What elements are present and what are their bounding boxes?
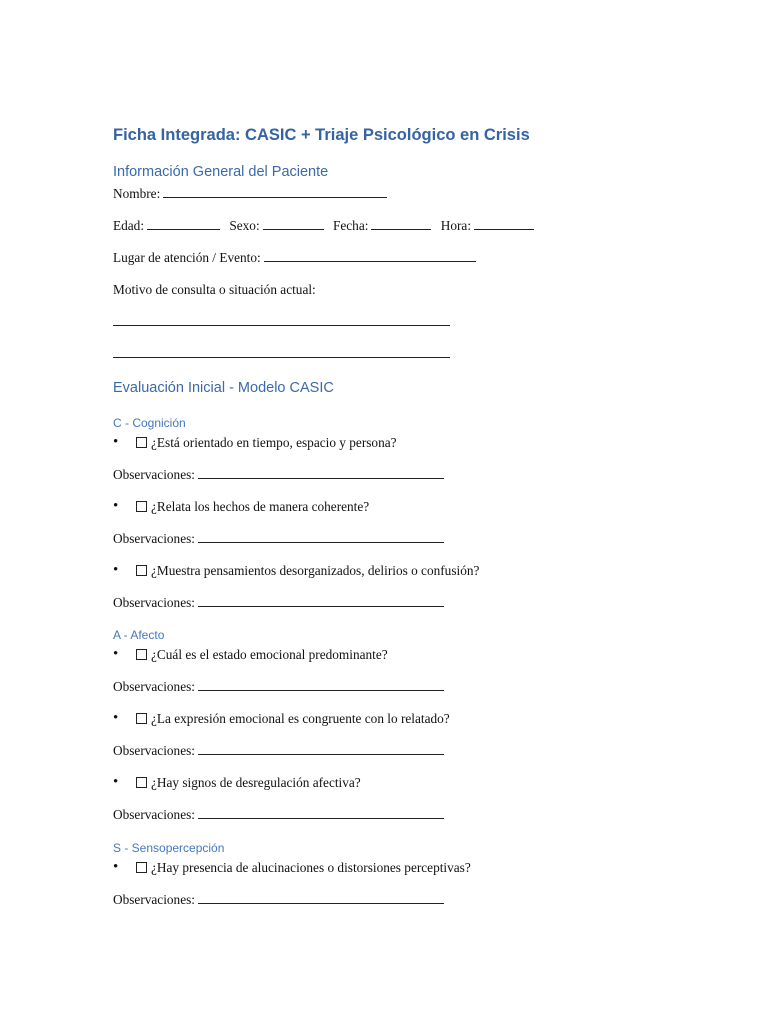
question-text: ¿Hay signos de desregulación afectiva? [151,775,361,790]
observaciones-row [113,467,444,483]
bullet-icon: • [113,710,119,726]
observaciones-label: Observaciones: [113,467,195,482]
nombre-field[interactable] [163,186,387,198]
checkbox[interactable] [136,565,147,576]
motivo-line-2 [113,346,450,362]
hora-field[interactable] [474,218,534,230]
observaciones-field[interactable] [198,679,444,691]
observaciones-label: Observaciones: [113,743,195,758]
motivo-field-2[interactable] [113,346,450,358]
observaciones-field[interactable] [198,892,444,904]
lugar-field[interactable] [264,250,476,262]
observaciones-field[interactable] [198,467,444,479]
observaciones-label: Observaciones: [113,679,195,694]
subsection-afecto: A - Afecto [113,628,165,642]
bullet-icon: • [113,646,119,662]
edad-label: Edad: [113,218,145,233]
motivo-line-1 [113,314,450,330]
observaciones-field[interactable] [198,595,444,607]
checkbox[interactable] [136,862,147,873]
observaciones-field[interactable] [198,807,444,819]
observaciones-row [113,743,444,759]
motivo-label: Motivo de consulta o situación actual: [113,282,316,297]
observaciones-label: Observaciones: [113,595,195,610]
subsection-cognicion: C - Cognición [113,416,186,430]
fecha-field[interactable] [371,218,431,230]
observaciones-row [113,679,444,695]
section-heading-casic: Evaluación Inicial - Modelo CASIC [113,380,334,396]
checkbox[interactable] [136,777,147,788]
question-text: ¿Cuál es el estado emocional predominante? [151,647,388,662]
edad-sexo-fecha-hora-row [113,218,534,234]
bullet-icon: • [113,434,119,450]
lugar-row [113,250,476,266]
observaciones-row [113,892,444,908]
observaciones-label: Observaciones: [113,531,195,546]
sexo-field[interactable] [263,218,324,230]
nombre-label: Nombre: [113,186,161,201]
bullet-icon: • [113,859,119,875]
motivo-field-1[interactable] [113,314,450,326]
checkbox[interactable] [136,501,147,512]
observaciones-label: Observaciones: [113,892,195,907]
bullet-icon: • [113,774,119,790]
checkbox[interactable] [136,437,147,448]
fecha-label: Fecha: [332,218,369,233]
observaciones-row [113,807,444,823]
subsection-sensopercepcion: S - Sensopercepción [113,841,225,855]
document-title: Ficha Integrada: CASIC + Triaje Psicológico en Crisis [113,126,530,144]
bullet-icon: • [113,498,119,514]
sexo-label: Sexo: [229,218,260,233]
lugar-label: Lugar de atención / Evento: [113,250,261,265]
question-text: ¿Hay presencia de alucinaciones o distorsiones perceptivas? [151,860,471,875]
checkbox[interactable] [136,649,147,660]
document-page [113,0,673,1024]
observaciones-field[interactable] [198,531,444,543]
nombre-row [113,186,387,202]
question-text: ¿Muestra pensamientos desorganizados, delirios o confusión? [151,563,480,578]
observaciones-row [113,531,444,547]
question-text: ¿La expresión emocional es congruente con lo relatado? [151,711,450,726]
checkbox[interactable] [136,713,147,724]
question-text: ¿Está orientado en tiempo, espacio y persona? [151,435,397,450]
section-heading-general: Información General del Paciente [113,164,329,180]
observaciones-field[interactable] [198,743,444,755]
bullet-icon: • [113,562,119,578]
observaciones-label: Observaciones: [113,807,195,822]
edad-field[interactable] [147,218,220,230]
question-text: ¿Relata los hechos de manera coherente? [151,499,370,514]
observaciones-row [113,595,444,611]
hora-label: Hora: [440,218,472,233]
